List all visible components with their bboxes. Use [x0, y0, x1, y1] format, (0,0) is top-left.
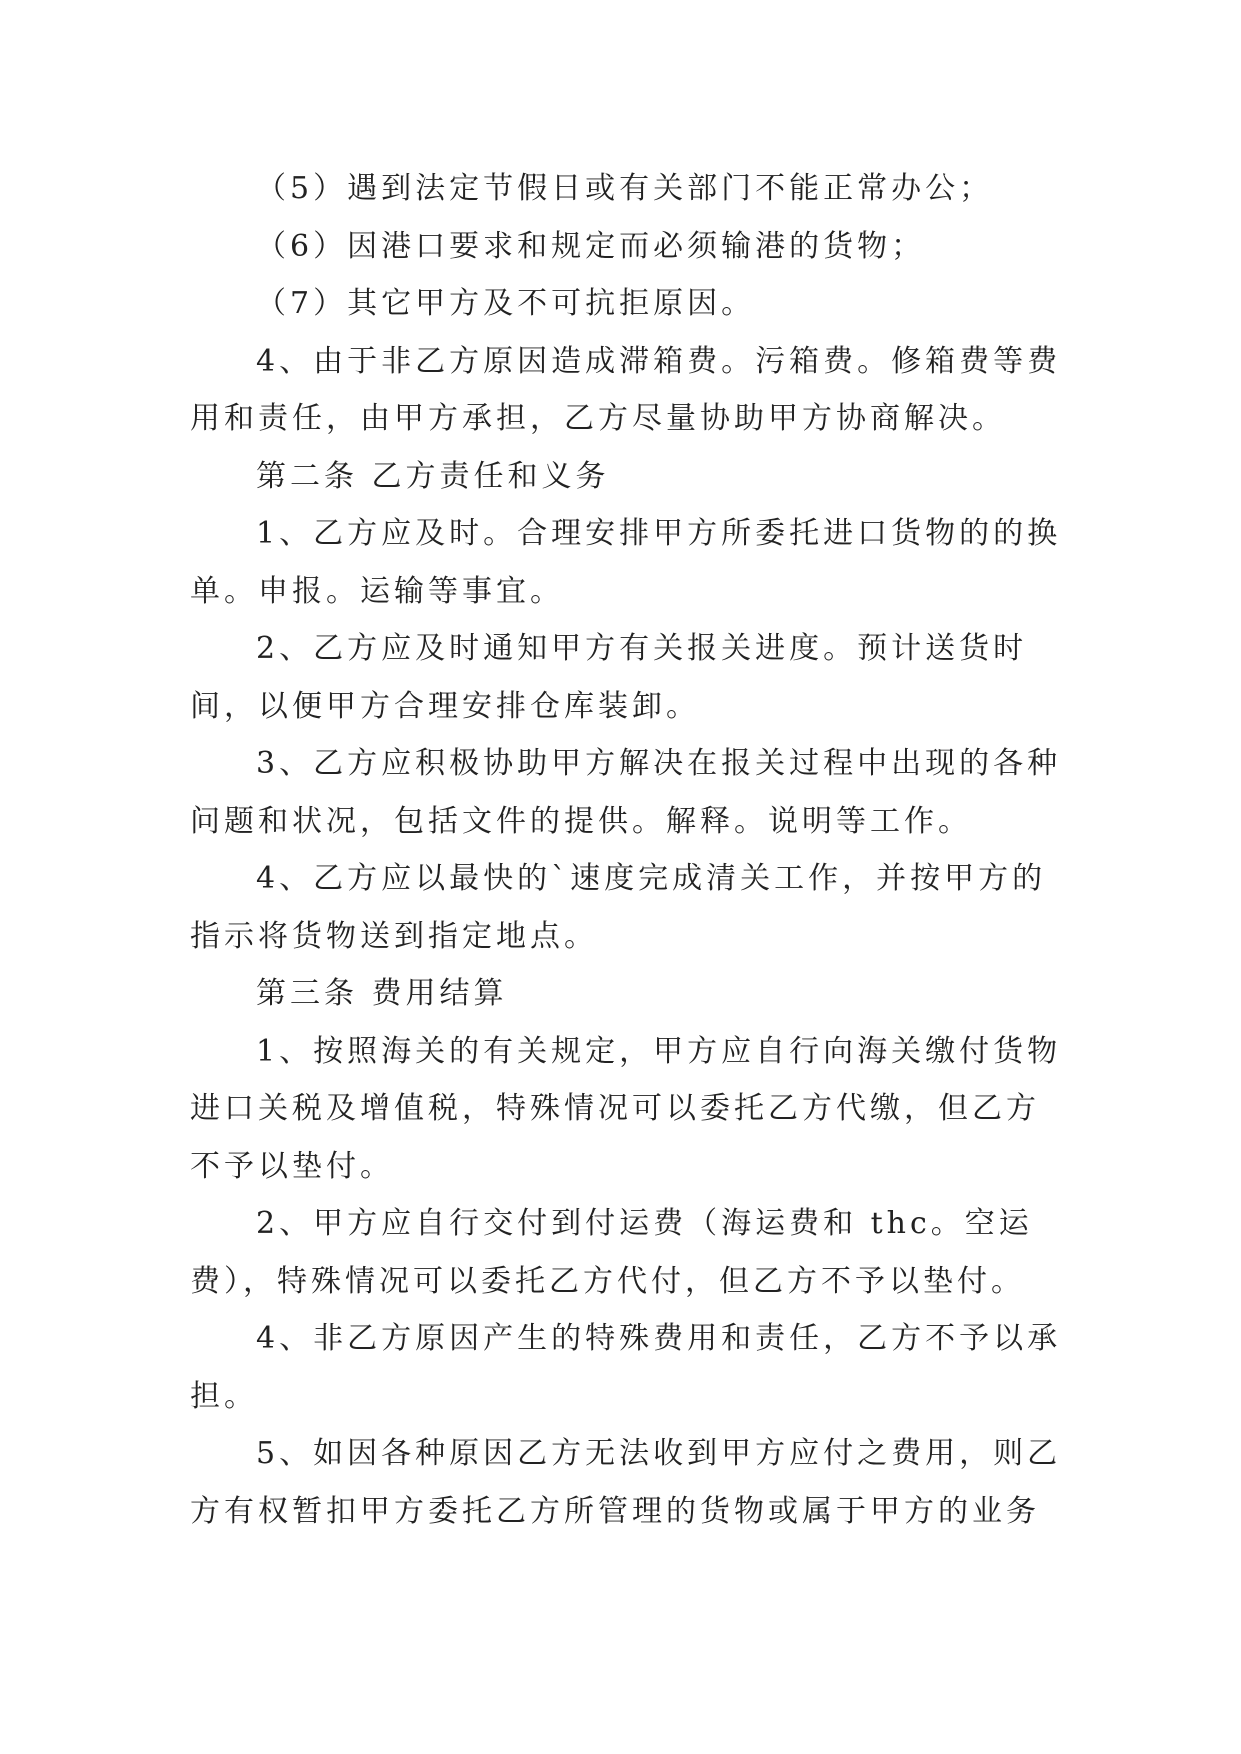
clause-paragraph: 2、甲方应自行交付到付运费（海运费和 thc。空运费），特殊情况可以委托乙方代付，但乙方不予以垫付。 — [190, 1206, 1033, 1299]
clause-paragraph: 5、如因各种原因乙方无法收到甲方应付之费用，则乙方有权暂扣甲方委托乙方所管理的货物或属于甲方的业务 — [190, 1436, 1062, 1529]
clause-paragraph: 4、非乙方原因产生的特殊费用和责任，乙方不予以承担。 — [190, 1321, 1062, 1414]
clause-paragraph: 3、乙方应积极协助甲方解决在报关过程中出现的各种问题和状况，包括文件的提供。解释。说明等工作。 — [190, 746, 1062, 839]
clause-item-7: （7）其它甲方及不可抗拒原因。 — [256, 286, 756, 321]
clause-paragraph: 2、乙方应及时通知甲方有关报关进度。预计送货时间，以便甲方合理安排仓库装卸。 — [190, 631, 1028, 724]
article-heading-2: 第二条 乙方责任和义务 — [256, 458, 610, 494]
clause-paragraph: 1、乙方应及时。合理安排甲方所委托进口货物的的换单。申报。运输等事宜。 — [190, 516, 1062, 609]
clause-paragraph: 1、按照海关的有关规定，甲方应自行向海关缴付货物进口关税及增值税，特殊情况可以委托乙方代缴，但乙方不予以垫付。 — [190, 1033, 1062, 1184]
clause-item-5: （5）遇到法定节假日或有关部门不能正常办公； — [256, 171, 994, 206]
article-heading-3: 第三条 费用结算 — [256, 976, 508, 1011]
clause-paragraph: 4、由于非乙方原因造成滞箱费。污箱费。修箱费等费用和责任，由甲方承担，乙方尽量协助甲方协商解决。 — [190, 343, 1062, 436]
document-body — [190, 160, 1070, 1540]
clause-paragraph: 4、乙方应以最快的`速度完成清关工作，并按甲方的指示将货物送到指定地点。 — [190, 861, 1047, 954]
clause-item-6: （6）因港口要求和规定而必须输港的货物； — [256, 228, 926, 264]
